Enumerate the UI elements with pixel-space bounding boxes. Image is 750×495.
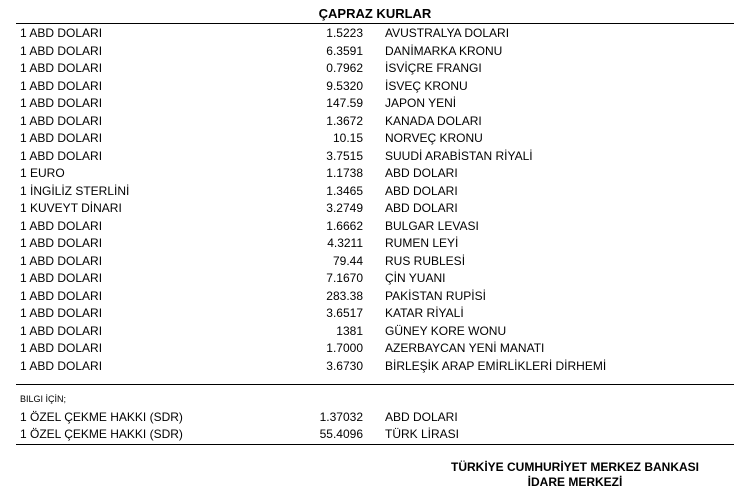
- table-row: [20, 340, 734, 357]
- base-currency: 1 ÖZEL ÇEKME HAKKI (SDR): [20, 427, 183, 441]
- rate-value: 4.3211: [327, 236, 363, 250]
- rate-value: 1.5223: [326, 26, 363, 40]
- base-currency: 1 ABD DOLARI: [20, 78, 103, 93]
- rate-value: 283.38: [326, 288, 363, 303]
- base-currency: 1 ABD DOLARI: [20, 26, 103, 40]
- base-currency: 1 ABD DOLARI: [20, 323, 103, 338]
- rate-value: 1381: [336, 323, 363, 338]
- rate-value: 0.7962: [326, 61, 363, 75]
- quote-currency: JAPON YENİ: [385, 96, 457, 110]
- quote-currency: GÜNEY KORE WONU: [385, 323, 507, 338]
- table-row: [20, 165, 734, 182]
- table-row: [20, 409, 734, 426]
- table-row: [20, 43, 734, 60]
- base-currency: 1 ABD DOLARI: [20, 236, 103, 250]
- page-title: ÇAPRAZ KURLAR: [318, 6, 432, 21]
- quote-currency: ABD DOLARI: [385, 166, 458, 180]
- info-label: BILGI İÇİN;: [20, 394, 67, 404]
- rate-value: 55.4096: [319, 427, 363, 441]
- base-currency: 1 ABD DOLARI: [20, 271, 103, 285]
- table-row: [20, 218, 734, 235]
- table-row: [20, 130, 734, 147]
- base-currency: 1 İNGİLİZ STERLİNİ: [20, 183, 130, 198]
- table-row: [20, 288, 734, 305]
- quote-currency: AVUSTRALYA DOLARI: [385, 26, 510, 40]
- divider: [16, 23, 734, 24]
- rate-value: 10.15: [332, 131, 363, 145]
- quote-currency: AZERBAYCAN YENİ MANATI: [385, 341, 545, 355]
- rate-value: 1.6662: [326, 218, 363, 233]
- footer-office: İDARE MERKEZİ: [527, 475, 623, 489]
- quote-currency: RUMEN LEYİ: [385, 236, 459, 250]
- table-row: [20, 95, 734, 112]
- base-currency: 1 KUVEYT DİNARI: [20, 201, 122, 215]
- quote-currency: SUUDİ ARABİSTAN RİYALİ: [385, 148, 533, 163]
- rate-value: 3.6730: [326, 358, 363, 373]
- quote-currency: RUS RUBLESİ: [385, 253, 466, 268]
- rate-value: 9.5320: [326, 78, 363, 93]
- quote-currency: KANADA DOLARI: [385, 113, 482, 128]
- rate-value: 6.3591: [326, 43, 363, 58]
- divider: [16, 384, 734, 385]
- table-row: [20, 25, 734, 42]
- table-row: [20, 200, 734, 217]
- rate-value: 1.7000: [326, 341, 363, 355]
- base-currency: 1 ABD DOLARI: [20, 358, 103, 373]
- base-currency: 1 ABD DOLARI: [20, 61, 103, 75]
- table-row: [20, 426, 734, 443]
- table-row: [20, 113, 734, 130]
- base-currency: 1 ABD DOLARI: [20, 96, 103, 110]
- base-currency: 1 ABD DOLARI: [20, 306, 103, 320]
- table-row: [20, 60, 734, 77]
- table-row: [20, 148, 734, 165]
- quote-currency: PAKİSTAN RUPİSİ: [385, 288, 486, 303]
- quote-currency: BİRLEŞİK ARAP EMİRLİKLERİ DİRHEMİ: [385, 358, 607, 373]
- table-row: [20, 235, 734, 252]
- base-currency: 1 ABD DOLARI: [20, 288, 103, 303]
- base-currency: 1 ABD DOLARI: [20, 148, 103, 163]
- rate-value: 1.1738: [326, 166, 363, 180]
- table-row: [20, 183, 734, 200]
- rate-value: 147.59: [326, 96, 363, 110]
- table-row: [20, 358, 734, 375]
- rate-value: 1.37032: [319, 410, 363, 424]
- table-row: [20, 323, 734, 340]
- quote-currency: BULGAR LEVASI: [385, 218, 479, 233]
- rate-value: 3.7515: [326, 148, 363, 163]
- quote-currency: ABD DOLARI: [385, 183, 458, 198]
- table-row: [20, 270, 734, 287]
- quote-currency: İSVEÇ KRONU: [385, 78, 468, 93]
- base-currency: 1 ABD DOLARI: [20, 253, 103, 268]
- footer-bank-name: TÜRKİYE CUMHURİYET MERKEZ BANKASI: [450, 460, 699, 474]
- quote-currency: TÜRK LİRASI: [385, 427, 460, 441]
- base-currency: 1 ABD DOLARI: [20, 113, 103, 128]
- rate-value: 1.3672: [326, 113, 363, 128]
- rate-value: 1.3465: [326, 183, 363, 198]
- rate-value: 3.6517: [326, 306, 363, 320]
- rate-value: 3.2749: [326, 201, 363, 215]
- table-row: [20, 253, 734, 270]
- base-currency: 1 ABD DOLARI: [20, 43, 103, 58]
- quote-currency: DANİMARKA KRONU: [385, 43, 503, 58]
- base-currency: 1 EURO: [20, 166, 65, 180]
- base-currency: 1 ÖZEL ÇEKME HAKKI (SDR): [20, 410, 183, 424]
- rate-value: 7.1670: [326, 271, 363, 285]
- quote-currency: ÇİN YUANI: [385, 271, 446, 285]
- base-currency: 1 ABD DOLARI: [20, 218, 103, 233]
- quote-currency: ABD DOLARI: [385, 410, 458, 424]
- table-row: [20, 305, 734, 322]
- quote-currency: ABD DOLARI: [385, 201, 458, 215]
- base-currency: 1 ABD DOLARI: [20, 341, 103, 355]
- quote-currency: NORVEÇ KRONU: [385, 131, 483, 145]
- quote-currency: KATAR RİYALİ: [385, 306, 464, 320]
- divider: [16, 444, 734, 445]
- table-row: [20, 78, 734, 95]
- base-currency: 1 ABD DOLARI: [20, 131, 103, 145]
- quote-currency: İSVİÇRE FRANGI: [385, 61, 482, 75]
- rate-value: 79.44: [332, 253, 363, 268]
